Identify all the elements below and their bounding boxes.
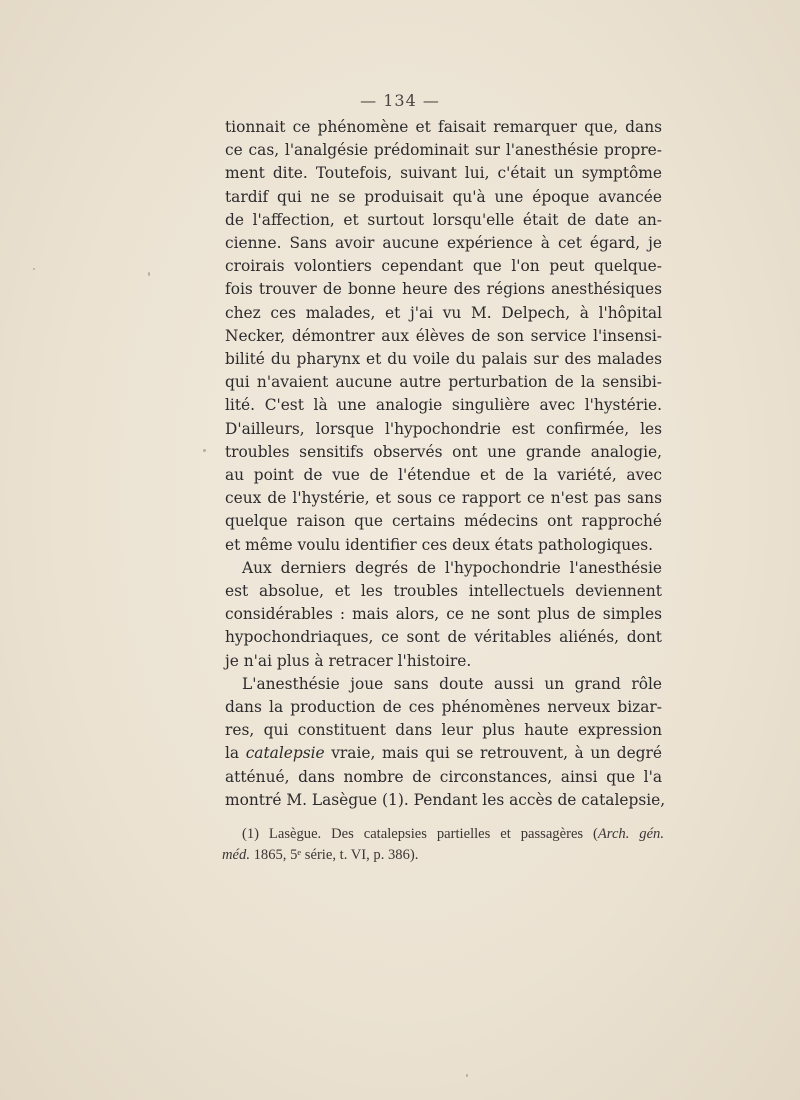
text-line: ceux de l'hystérie, et sous ce rapport ce n'est pas sans — [225, 489, 662, 508]
text-line: chez ces malades, et j'ai vu M. Delpech, à l'hôpital — [225, 303, 662, 322]
italic-term: catalepsie — [245, 744, 325, 763]
text-line: est absolue, et les troubles intellectuels deviennent — [225, 582, 662, 601]
text-line: fois trouver de bonne heure des régions anesthésiques — [225, 280, 662, 299]
text-line: hypochondriaques, ce sont de véritables aliénés, dont — [225, 628, 662, 647]
text-line: Necker, démontrer aux élèves de son service l'insensi- — [225, 326, 662, 345]
paper-speck — [466, 1074, 468, 1077]
paper-speck — [203, 449, 206, 452]
footnote-italic: méd. — [222, 847, 250, 863]
text-segment: la — [225, 744, 246, 763]
text-line: je n'ai plus à retracer l'histoire. — [225, 651, 472, 670]
text-line: bilité du pharynx et du voile du palais sur des malades — [225, 350, 662, 369]
text-line: Aux derniers degrés de l'hypochondrie l'anesthésie — [242, 558, 662, 577]
text-line: D'ailleurs, lorsque l'hypochondrie est confirmée, les — [225, 419, 662, 438]
text-line: montré M. Lasègue (1). Pendant les accès de catalepsie, — [225, 790, 666, 809]
text-line: ce cas, l'analgésie prédominait sur l'anesthésie propre- — [225, 141, 662, 160]
text-line: lité. C'est là une analogie singulière avec l'hystérie. — [225, 396, 662, 415]
text-line: croirais volontiers cependant que l'on peut quelque- — [225, 257, 662, 276]
body-text — [225, 116, 666, 812]
text-line — [225, 742, 662, 765]
text-segment: vraie, mais qui se retrouvent, à un degré — [324, 744, 662, 763]
text-line: qui n'avaient aucune autre perturbation de la sensibi- — [225, 373, 662, 392]
page-number: — 134 — — [360, 91, 440, 110]
text-line: quelque raison que certains médecins ont rapproché — [225, 512, 662, 531]
text-line: cienne. Sans avoir aucune expérience à cet égard, je — [225, 234, 662, 253]
text-line: ment dite. Toutefois, suivant lui, c'était un symptôme — [225, 164, 662, 183]
footnote-italic: Arch. gén. — [597, 826, 665, 842]
paper-speck — [33, 268, 35, 270]
footnote-text: 1865, 5ᵉ série, t. VI, p. 386). — [249, 847, 419, 863]
text-line: et même voulu identifier ces deux états pathologiques. — [225, 535, 654, 554]
paper-speck — [148, 272, 150, 276]
text-line: considérables : mais alors, ce ne sont plus de simples — [225, 605, 662, 624]
text-line: troubles sensitifs observés ont une grande analogie, — [225, 442, 662, 461]
text-line: res, qui constituent dans leur plus haute expression — [225, 721, 662, 740]
footnote-line — [222, 845, 664, 866]
text-line: atténué, dans nombre de circonstances, ainsi que l'a — [225, 767, 662, 786]
footnote-line — [222, 824, 664, 845]
text-line: tionnait ce phénomène et faisait remarquer que, dans — [225, 118, 662, 136]
text-line: tardif qui ne se produisait qu'à une époque avancée — [225, 187, 662, 206]
text-line: de l'affection, et surtout lorsqu'elle était de date an- — [225, 210, 662, 229]
text-line: L'anesthésie joue sans doute aussi un grand rôle — [242, 674, 662, 693]
text-line: au point de vue de l'étendue et de la variété, avec — [225, 466, 662, 485]
footnote-text: (1) Lasègue. Des catalepsies partielles et passagères ( — [242, 826, 598, 842]
footnote — [222, 824, 664, 866]
text-line: dans la production de ces phénomènes nerveux bizar- — [225, 698, 662, 717]
